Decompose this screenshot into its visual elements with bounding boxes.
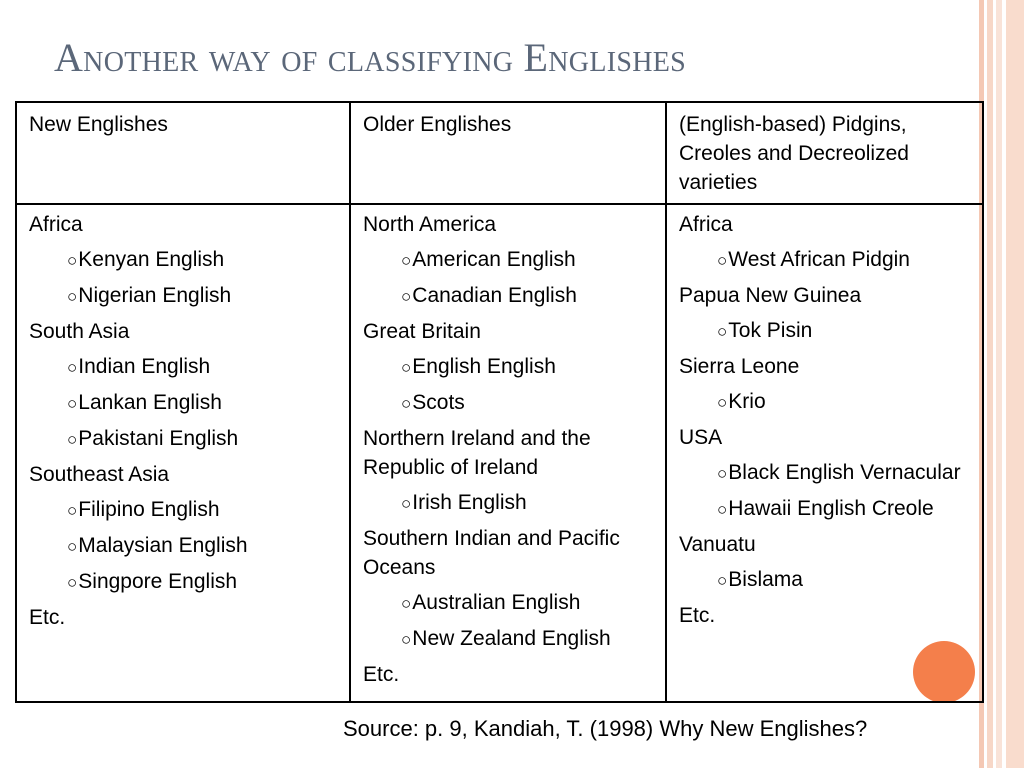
region-label: North America bbox=[363, 213, 497, 236]
hollow-circle-bullet-icon: ○ bbox=[717, 393, 728, 412]
region-label: Etc. bbox=[363, 663, 400, 686]
list-item bbox=[679, 245, 970, 275]
list-item-label: Tok Pisin bbox=[728, 319, 813, 342]
region-label: South Asia bbox=[29, 320, 130, 343]
list-item bbox=[29, 352, 337, 382]
list-item-label: Black English Vernacular bbox=[728, 461, 961, 484]
region-label: USA bbox=[679, 426, 723, 449]
list-item-label: Hawaii English Creole bbox=[728, 497, 934, 520]
list-item-label: West African Pidgin bbox=[728, 248, 910, 271]
hollow-circle-bullet-icon: ○ bbox=[67, 573, 78, 592]
region-label: Africa bbox=[679, 213, 733, 236]
decorative-stripe bbox=[1006, 0, 1024, 768]
decorative-stripe bbox=[987, 0, 993, 768]
list-item bbox=[363, 588, 653, 618]
region-label: Southern Indian and Pacific Oceans bbox=[363, 527, 620, 579]
hollow-circle-bullet-icon: ○ bbox=[67, 430, 78, 449]
hollow-circle-bullet-icon: ○ bbox=[401, 394, 412, 413]
hollow-circle-bullet-icon: ○ bbox=[401, 287, 412, 306]
list-item-label: Bislama bbox=[728, 568, 803, 591]
list-item bbox=[29, 531, 337, 561]
list-item bbox=[679, 387, 970, 417]
table-body-row bbox=[16, 204, 983, 702]
list-item bbox=[29, 245, 337, 275]
list-item-label: Irish English bbox=[412, 491, 527, 514]
list-item-label: Pakistani English bbox=[78, 427, 239, 450]
hollow-circle-bullet-icon: ○ bbox=[67, 394, 78, 413]
hollow-circle-bullet-icon: ○ bbox=[717, 500, 728, 519]
list-item-label: Lankan English bbox=[78, 391, 222, 414]
table-header-row bbox=[16, 102, 983, 204]
list-item-label: English English bbox=[412, 355, 556, 378]
region-label: Sierra Leone bbox=[679, 355, 800, 378]
list-item bbox=[363, 624, 653, 654]
hollow-circle-bullet-icon: ○ bbox=[717, 251, 728, 270]
hollow-circle-bullet-icon: ○ bbox=[717, 571, 728, 590]
list-item bbox=[29, 424, 337, 454]
list-item-label: American English bbox=[412, 248, 576, 271]
hollow-circle-bullet-icon: ○ bbox=[401, 251, 412, 270]
list-item-label: Australian English bbox=[412, 591, 581, 614]
hollow-circle-bullet-icon: ○ bbox=[67, 251, 78, 270]
region-label: Great Britain bbox=[363, 320, 481, 343]
list-item bbox=[29, 281, 337, 311]
list-item bbox=[679, 565, 970, 595]
header-older-englishes: Older Englishes bbox=[350, 102, 666, 204]
region-label: Etc. bbox=[29, 606, 66, 629]
decorative-stripe bbox=[996, 0, 1002, 768]
list-item-label: Krio bbox=[728, 390, 766, 413]
hollow-circle-bullet-icon: ○ bbox=[67, 287, 78, 306]
list-item bbox=[363, 388, 653, 418]
header-new-englishes: New Englishes bbox=[16, 102, 350, 204]
region-label: Africa bbox=[29, 213, 83, 236]
list-item bbox=[29, 495, 337, 525]
hollow-circle-bullet-icon: ○ bbox=[717, 464, 728, 483]
hollow-circle-bullet-icon: ○ bbox=[717, 322, 728, 341]
hollow-circle-bullet-icon: ○ bbox=[67, 358, 78, 377]
list-item bbox=[679, 458, 970, 488]
classification-table bbox=[15, 101, 984, 703]
hollow-circle-bullet-icon: ○ bbox=[401, 630, 412, 649]
list-item bbox=[363, 245, 653, 275]
list-item-label: Indian English bbox=[78, 355, 211, 378]
hollow-circle-bullet-icon: ○ bbox=[401, 494, 412, 513]
list-item bbox=[29, 388, 337, 418]
list-item-label: New Zealand English bbox=[412, 627, 611, 650]
column-new-englishes bbox=[16, 204, 350, 702]
list-item bbox=[679, 316, 970, 346]
list-item-label: Canadian English bbox=[412, 284, 577, 307]
list-item-label: Kenyan English bbox=[78, 248, 225, 271]
list-item bbox=[363, 352, 653, 382]
list-item bbox=[363, 488, 653, 518]
list-item-label: Malaysian English bbox=[78, 534, 248, 557]
list-item bbox=[363, 281, 653, 311]
header-pidgins-creoles: (English-based) Pidgins, Creoles and Decreolized varieties bbox=[666, 102, 983, 204]
hollow-circle-bullet-icon: ○ bbox=[67, 537, 78, 556]
hollow-circle-bullet-icon: ○ bbox=[401, 594, 412, 613]
region-label: Northern Ireland and the Republic of Ireland bbox=[363, 427, 591, 479]
list-item-label: Scots bbox=[412, 391, 465, 414]
source-citation: Source: p. 9, Kandiah, T. (1998) Why New Englishes? bbox=[343, 716, 868, 741]
list-item bbox=[679, 494, 970, 524]
region-label: Southeast Asia bbox=[29, 463, 170, 486]
list-item-label: Singpore English bbox=[78, 570, 238, 593]
list-item-label: Filipino English bbox=[78, 498, 220, 521]
column-pidgins-creoles bbox=[666, 204, 983, 702]
hollow-circle-bullet-icon: ○ bbox=[401, 358, 412, 377]
list-item-label: Nigerian English bbox=[78, 284, 232, 307]
column-older-englishes bbox=[350, 204, 666, 702]
slide-title: Another way of classifying Englishes bbox=[54, 35, 687, 80]
list-item bbox=[29, 567, 337, 597]
region-label: Papua New Guinea bbox=[679, 284, 862, 307]
region-label: Etc. bbox=[679, 604, 716, 627]
hollow-circle-bullet-icon: ○ bbox=[67, 501, 78, 520]
region-label: Vanuatu bbox=[679, 533, 756, 556]
